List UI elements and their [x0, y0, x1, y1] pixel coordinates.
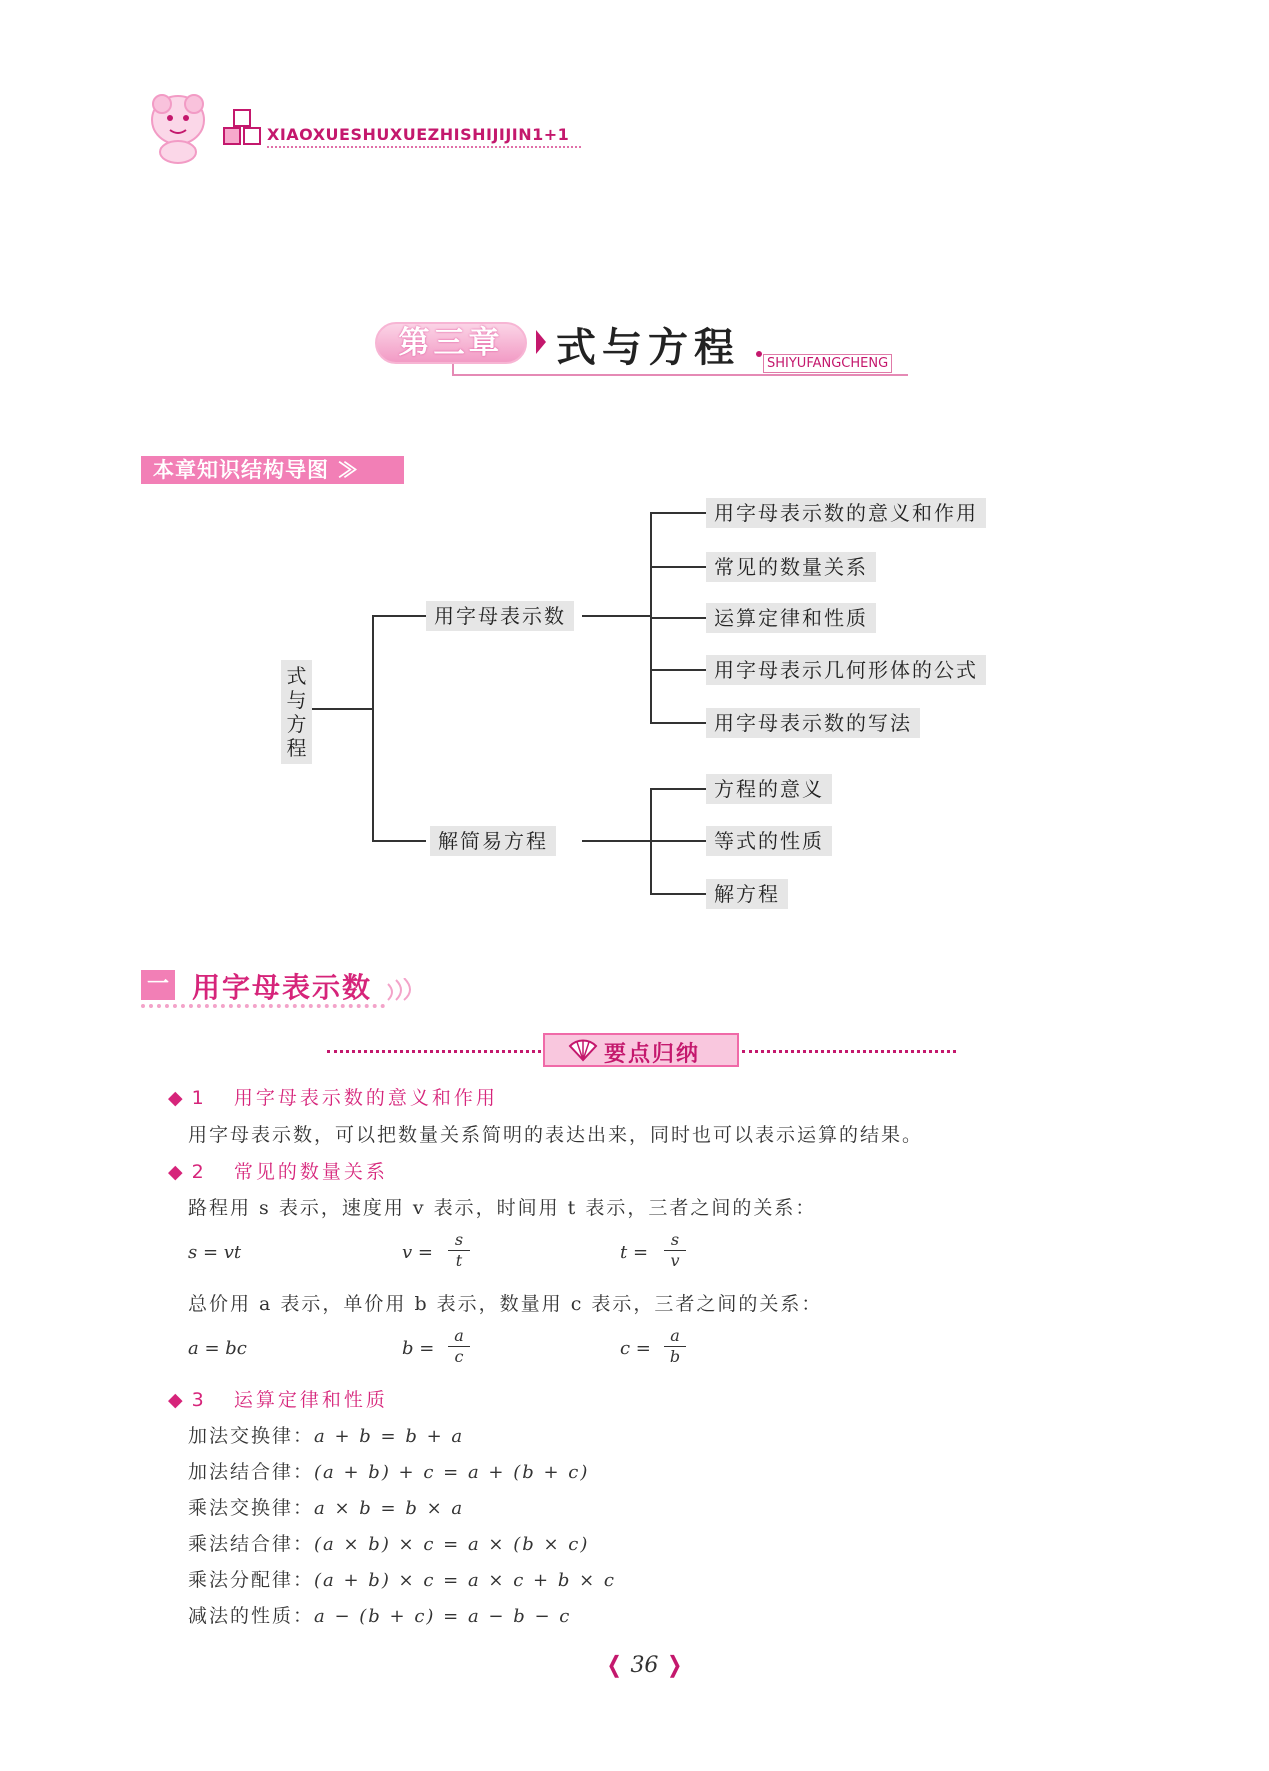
- formula-lhs: v =: [402, 1242, 433, 1263]
- law-formula: (a × b) × c = a × (b × c): [314, 1534, 590, 1555]
- connector: [650, 617, 706, 619]
- law-formula: a − (b + c) = a − b − c: [314, 1606, 572, 1627]
- formula-lhs: t =: [620, 1242, 649, 1263]
- point-text: 路程用 s 表示，速度用 v 表示，时间用 t 表示，三者之间的关系：: [188, 1197, 817, 1219]
- fraction: [448, 1230, 470, 1271]
- mascot-icon: [140, 86, 216, 166]
- denominator: t: [455, 1251, 463, 1270]
- connector: [650, 893, 706, 895]
- law-row: [188, 1421, 464, 1448]
- connector: [372, 615, 426, 617]
- mindmap-leaf: 用字母表示几何形体的公式: [706, 655, 986, 685]
- diamond-icon: ◆: [168, 1161, 186, 1183]
- structure-banner: 本章知识结构导图 ≫: [141, 456, 404, 484]
- connector: [582, 615, 650, 617]
- fraction: [664, 1326, 686, 1367]
- chapter-title: 式与方程: [556, 325, 740, 371]
- point-number: 3: [191, 1389, 207, 1411]
- law-name: 加法交换律：: [188, 1425, 315, 1447]
- connector: [372, 840, 426, 842]
- point-heading-3: [168, 1385, 388, 1412]
- fraction: [448, 1326, 470, 1367]
- numerator: a: [448, 1326, 470, 1347]
- point-heading-1: [168, 1083, 498, 1110]
- connector: [650, 788, 706, 790]
- chapter-underline-tick: [452, 364, 454, 374]
- chapter-pinyin: SHIYUFANGCHENG: [763, 354, 892, 373]
- mindmap-branch-1: 用字母表示数: [426, 601, 574, 631]
- key-points-label: 要点归纳: [604, 1042, 701, 1067]
- numerator: s: [664, 1230, 686, 1251]
- numerator: s: [448, 1230, 470, 1251]
- point-text: 用字母表示数，可以把数量关系简明的表达出来，同时也可以表示运算的结果。: [188, 1124, 924, 1146]
- mindmap-leaf: 运算定律和性质: [706, 603, 876, 633]
- chapter-arrow-icon: [536, 330, 546, 354]
- law-row: [188, 1457, 589, 1484]
- connector: [650, 566, 706, 568]
- law-formula: a + b = b + a: [314, 1426, 465, 1447]
- header-divider: [267, 146, 581, 148]
- chapter-underline: [452, 374, 908, 376]
- law-name: 乘法结合律：: [188, 1533, 315, 1555]
- denominator: c: [454, 1347, 464, 1366]
- mindmap-branch-2: 解简易方程: [430, 826, 556, 856]
- law-name: 乘法分配律：: [188, 1569, 315, 1591]
- denominator: v: [670, 1251, 680, 1270]
- point-number: 2: [191, 1161, 207, 1183]
- mindmap-leaf: 用字母表示数的写法: [706, 708, 920, 738]
- point-number: 1: [191, 1087, 207, 1109]
- point-title: 运算定律和性质: [233, 1389, 388, 1411]
- mindmap-root-label: 式与方程: [286, 664, 307, 760]
- mindmap-leaf: 解方程: [706, 879, 788, 909]
- connector: [312, 708, 372, 710]
- chevron-right-icon: ❭: [665, 1652, 684, 1678]
- numerator: a: [664, 1326, 686, 1347]
- page-number-value: 36: [630, 1653, 659, 1678]
- connector: [582, 840, 650, 842]
- fan-icon: [568, 1038, 598, 1062]
- law-row: [188, 1565, 616, 1592]
- header-text: XIAOXUESHUXUEZHISHIJIJIN1+1: [267, 125, 570, 144]
- wave-icon: [386, 978, 416, 1002]
- point-heading-2: [168, 1157, 388, 1184]
- formula-lhs: b =: [402, 1338, 435, 1359]
- diamond-icon: ◆: [168, 1087, 186, 1109]
- connector: [650, 512, 706, 514]
- connector: [650, 722, 706, 724]
- mindmap-leaf: 常见的数量关系: [706, 552, 876, 582]
- law-name: 乘法交换律：: [188, 1497, 315, 1519]
- connector: [650, 669, 706, 671]
- connector: [650, 840, 706, 842]
- law-formula: (a + b) + c = a + (b + c): [314, 1462, 590, 1483]
- chapter-label: 第三章: [375, 322, 527, 364]
- section-divider: [141, 1004, 385, 1008]
- law-formula: (a + b) × c = a × c + b × c: [314, 1570, 616, 1591]
- mindmap-root: [281, 660, 312, 764]
- key-points-dots-right: [742, 1050, 956, 1053]
- law-row: [188, 1601, 571, 1628]
- chapter-dot: [756, 351, 762, 357]
- point-title: 用字母表示数的意义和作用: [233, 1087, 498, 1109]
- fraction: [664, 1230, 686, 1271]
- denominator: b: [669, 1347, 681, 1366]
- chevron-left-icon: ❬: [605, 1652, 624, 1678]
- letter-blocks-icon: [222, 108, 266, 148]
- law-name: 加法结合律：: [188, 1461, 315, 1483]
- law-row: [188, 1529, 589, 1556]
- section-title: 用字母表示数: [192, 971, 373, 1004]
- page-number: [605, 1652, 684, 1678]
- mindmap-leaf: 用字母表示数的意义和作用: [706, 498, 986, 528]
- section-number: 一: [141, 970, 175, 1000]
- point-title: 常见的数量关系: [233, 1161, 388, 1183]
- mindmap-leaf: 等式的性质: [706, 826, 832, 856]
- law-formula: a × b = b × a: [314, 1498, 465, 1519]
- diamond-icon: ◆: [168, 1389, 186, 1411]
- formula: s = vt: [188, 1242, 242, 1263]
- formula: a = bc: [188, 1338, 247, 1359]
- mindmap-leaf: 方程的意义: [706, 774, 832, 804]
- formula-lhs: c =: [620, 1338, 651, 1359]
- connector: [372, 615, 374, 841]
- law-row: [188, 1493, 464, 1520]
- point-text: 总价用 a 表示，单价用 b 表示，数量用 c 表示，三者之间的关系：: [188, 1293, 823, 1315]
- law-name: 减法的性质：: [188, 1605, 315, 1627]
- key-points-dots-left: [327, 1050, 541, 1053]
